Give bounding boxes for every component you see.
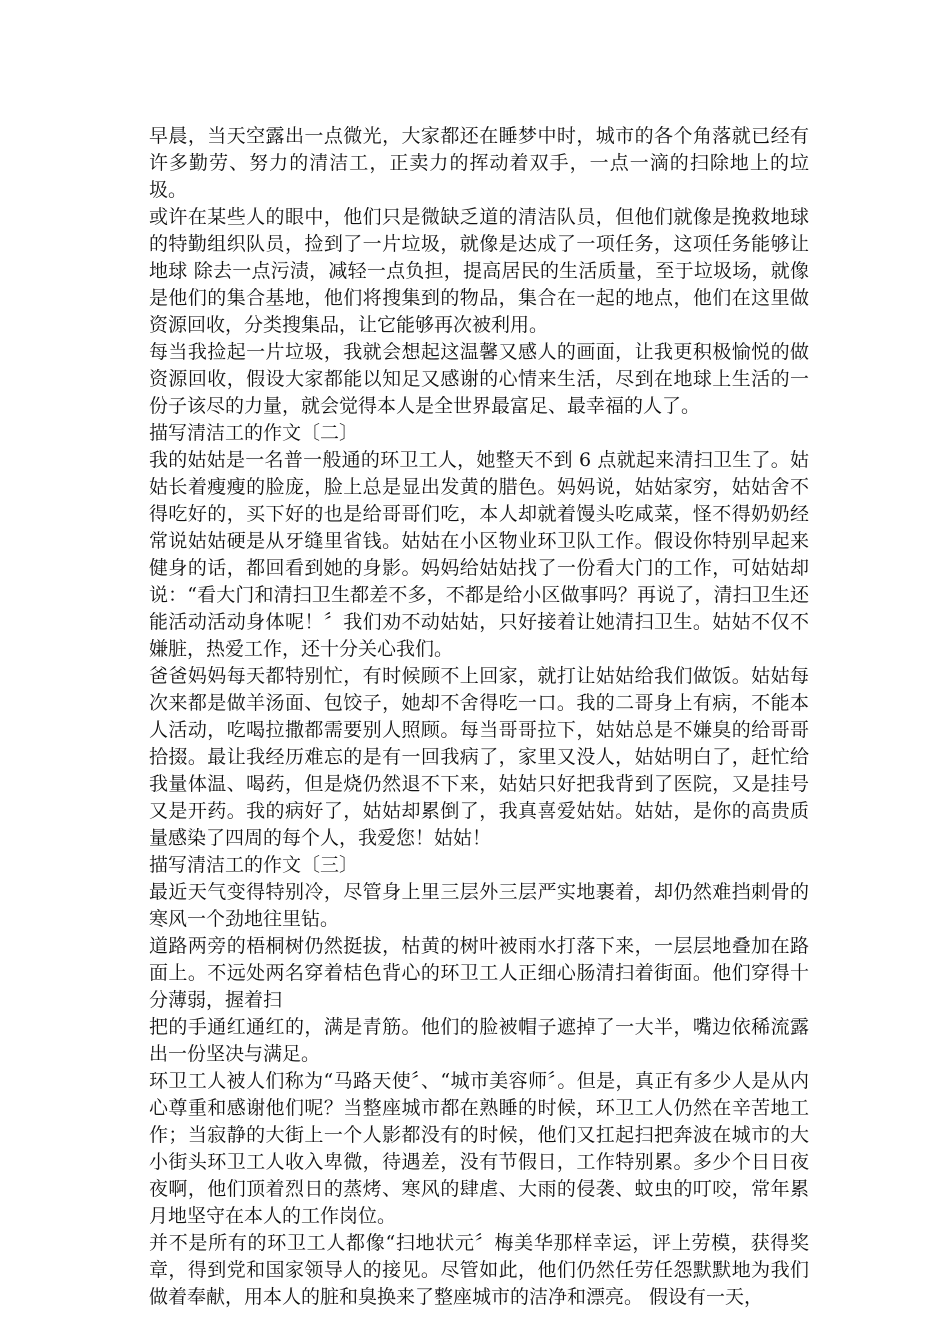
paragraph-6: 最近天气变得特别冷，尽管身上里三层外三层严实地裹着，却仍然难挡刺骨的寒风一个劲地往里钻。	[149, 881, 809, 930]
paragraph-4: 我的姑姑是一名普一般通的环卫工人，她整天不到 6 点就起来清扫卫生了。姑姑长着瘦瘦的脸庞，脸上总是显出发黄的腊色。妈妈说，姑姑家穷，姑姑舍不得吃好的，买下好的也是给哥哥们吃，本人却就着馒头吃咸菜，怪不得奶奶经常说姑姑硬是从牙缝里省钱。姑姑在小区物业环卫队工作。假设你特别早起来健身的话，都回看到她的身影。妈妈给姑姑找了一份看大门的工作，可姑姑却说：“看大门和清扫卫生都差不多，不都是给小区做事吗？再说了，清扫卫生还能活动活动身体呢！〞我们劝不动姑姑，只好接着让她清扫卫生。姑姑不仅不嫌脏，热爱工作，还十分关心我们。	[149, 449, 809, 660]
paragraph-5: 爸爸妈妈每天都特别忙，有时候顾不上回家，就打让姑姑给我们做饭。姑姑每次来都是做羊汤面、包饺子，她却不舍得吃一口。我的二哥身上有病，不能本人活动，吃喝拉撒都需要别人照顾。每当哥哥拉下，姑姑总是不嫌臭的给哥哥拾掇。最让我经历难忘的是有一回我病了，家里又没人，姑姑明白了，赶忙给我量体温、喝药，但是烧仍然退不下来，姑姑只好把我背到了医院，又是挂号又是开药。我的病好了，姑姑却累倒了，我真喜爱姑姑。姑姑，是你的高贵质量感染了四周的每个人，我爱您！姑姑！	[149, 665, 809, 849]
paragraph-3: 每当我捡起一片垃圾，我就会想起这温馨又感人的画面，让我更积极愉悦的做资源回收，假设大家都能以知足又感谢的心情来生活，尽到在地球上生活的一份子该尽的力量，就会觉得本人是全世界最富足、最幸福的人了。	[149, 341, 809, 417]
paragraph-9: 环卫工人被人们称为“马路天使〞、“城市美容师〞。但是，真正有多少人是从内心尊重和感谢他们呢？当整座城市都在熟睡的时候，环卫工人仍然在辛苦地工作；当寂静的大街上一个人影都没有的时候，他们又扛起扫把奔波在城市的大小街头环卫工人收入卑微，待遇差，没有节假日，工作特别累。多少个日日夜夜啊，他们顶着烈日的蒸烤、寒风的肆虐、大雨的侵袭、蚊虫的叮咬，常年累月地坚守在本人的工作岗位。	[149, 1070, 809, 1227]
paragraph-8: 把的手通红通红的，满是青筋。他们的脸被帽子遮掉了一大半，嘴边依稀流露出一份坚决与满足。	[149, 1016, 809, 1065]
document-body	[149, 123, 809, 1311]
paragraph-7: 道路两旁的梧桐树仍然挺拔，枯黄的树叶被雨水打落下来，一层层地叠加在路面上。不远处两名穿着桔色背心的环卫工人正细心肠清扫着街面。他们穿得十分薄弱，握着扫	[149, 935, 809, 1011]
paragraph-2: 或许在某些人的眼中，他们只是微缺乏道的清洁队员，但他们就像是挽救地球的特勤组织队员，捡到了一片垃圾，就像是达成了一项任务，这项任务能够让地球 除去一点污渍，减轻一点负担，提高居民的生活质量，至于垃圾场，就像是他们的集合基地，他们将搜集到的物品，集合在一起的地点，他们在这里做资源回收，分类搜集品，让它能够再次被利用。	[149, 206, 809, 336]
section-heading-2: 描写清洁工的作文〔二〕	[149, 422, 359, 444]
paragraph-1: 早晨，当天空露出一点微光，大家都还在睡梦中时，城市的各个角落就已经有许多勤劳、努力的清洁工，正卖力的挥动着双手，一点一滴的扫除地上的垃圾。	[149, 125, 809, 201]
paragraph-10: 并不是所有的环卫工人都像“扫地状元〞梅美华那样幸运，评上劳模，获得奖章，得到党和国家领导人的接见。尽管如此，他们仍然任劳任怨默默地为我们做着奉献，用本人的脏和臭换来了整座城市的洁净和漂亮。 假设有一天，	[149, 1232, 809, 1308]
section-heading-3: 描写清洁工的作文〔三〕	[149, 854, 359, 876]
